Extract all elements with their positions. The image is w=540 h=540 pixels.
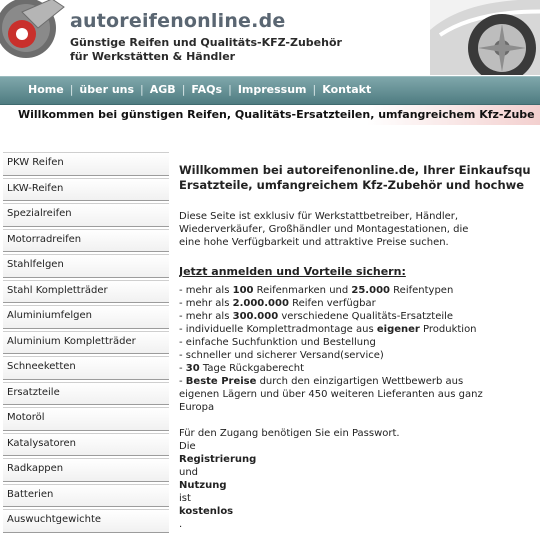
list-item: - mehr als 100 Reifenmarken und 25.000 Reifentypen (179, 285, 454, 296)
benefits-list (179, 284, 540, 414)
welcome-banner-text: Willkommen bei günstigen Reifen, Qualitäts-Ersatzteilen, umfangreichem Kfz-Zube (18, 108, 535, 121)
site-name[interactable]: autoreifenonline.de (70, 10, 286, 32)
registration-note: Die Registrierung und Nutzung ist kostenlos . (179, 441, 257, 530)
list-item-continued: eigenen Lägern und über 450 weiteren Lieferanten aus ganz (179, 389, 483, 400)
sidebar-item-stahl-komplettraeder[interactable] (3, 280, 169, 304)
intro-heading-line-1: Willkommen bei autoreifenonline.de, Ihrer Einkaufsqu (179, 163, 531, 177)
list-item: - mehr als 2.000.000 Reifen verfügbar (179, 298, 376, 309)
paragraph-line: eine hohe Verfügbarkeit und attraktive Preise suchen. (179, 237, 449, 248)
sidebar-item-label: Schneeketten (7, 361, 76, 372)
access-info (179, 427, 540, 531)
sidebar-item-motorradreifen[interactable] (3, 229, 169, 253)
sidebar-item-auswuchtgewichte[interactable] (3, 509, 169, 533)
nav-agb[interactable]: AGB (149, 83, 176, 96)
nav-separator: | (140, 83, 144, 96)
sidebar-item-pkw-reifen[interactable] (3, 152, 169, 176)
sidebar-item-label: Batterien (7, 488, 54, 500)
nav-faqs[interactable]: FAQs (191, 83, 223, 96)
welcome-banner (0, 105, 540, 125)
category-sidebar (3, 152, 169, 535)
site-header (0, 0, 540, 75)
nav-contact[interactable]: Kontakt (322, 83, 372, 96)
sidebar-item-aluminium-komplettraeder[interactable] (3, 331, 169, 355)
sidebar-item-label: Aluminium Kompletträder (7, 335, 136, 347)
sidebar-item-label: Ersatzteile (7, 386, 60, 398)
list-item: - schneller und sicherer Versand(service) (179, 350, 384, 361)
list-item: - einfache Suchfunktion und Bestellung (179, 337, 376, 348)
sidebar-item-aluminiumfelgen[interactable] (3, 305, 169, 329)
list-item: - mehr als 300.000 verschiedene Qualitäts-Ersatzteile (179, 311, 454, 322)
main-content (179, 163, 540, 531)
sidebar-item-label: PKW Reifen (7, 157, 64, 168)
list-item: - 30 Tage Rückgaberecht (179, 363, 305, 374)
intro-heading-line-2: Ersatzteile, umfangreichem Kfz-Zubehör und hochwe (179, 178, 525, 192)
nav-home[interactable]: Home (28, 83, 64, 96)
list-item: - individuelle Komplettradmontage aus eigener Produktion (179, 324, 477, 335)
main-navigation (0, 76, 540, 105)
nav-impressum[interactable]: Impressum (237, 83, 307, 96)
nav-separator: | (228, 83, 232, 96)
password-note: Für den Zugang benötigen Sie ein Passwort. (179, 428, 400, 439)
sidebar-item-katalysatoren[interactable] (3, 433, 169, 457)
registration-link[interactable]: Registrierung (179, 454, 257, 465)
nav-separator: | (181, 83, 186, 96)
sidebar-item-lkw-reifen[interactable] (3, 178, 169, 202)
sidebar-item-label: Aluminiumfelgen (7, 310, 92, 321)
sidebar-item-label: LKW-Reifen (7, 182, 64, 194)
sidebar-item-label: Stahlfelgen (7, 259, 64, 270)
tagline-line-1: Günstige Reifen und Qualitäts-KFZ-Zubehör (70, 36, 342, 49)
benefits-heading: Jetzt anmelden und Vorteile sichern: (179, 265, 406, 278)
intro-paragraph (179, 210, 540, 249)
sidebar-item-label: Stahl Kompletträder (7, 284, 108, 296)
sidebar-item-label: Motoröl (7, 412, 45, 423)
sidebar-item-spezialreifen[interactable] (3, 203, 169, 227)
paragraph-line: Diese Seite ist exklusiv für Werkstattbetreiber, Händler, (179, 211, 459, 222)
paragraph-line: Wiederverkäufer, Großhändler und Montagestationen, die (179, 224, 469, 235)
nav-separator: | (69, 83, 74, 96)
sidebar-item-label: Spezialreifen (7, 208, 72, 219)
sidebar-item-stahlfelgen[interactable] (3, 254, 169, 278)
nav-about[interactable]: über uns (79, 83, 135, 96)
intro-heading (179, 163, 540, 193)
sidebar-item-motoroel[interactable] (3, 407, 169, 431)
wrench-icon (0, 0, 68, 64)
sidebar-item-label: Radkappen (7, 463, 64, 474)
sidebar-item-label: Katalysatoren (7, 437, 77, 449)
tagline-line-2: für Werkstätten & Händler (70, 50, 236, 63)
list-item-continued: Europa (179, 402, 215, 413)
sidebar-item-batterien[interactable] (3, 484, 169, 508)
sidebar-item-schneeketten[interactable] (3, 356, 169, 380)
nav-separator: | (312, 83, 317, 96)
sidebar-item-label: Motorradreifen (7, 233, 82, 245)
sidebar-item-radkappen[interactable] (3, 458, 169, 482)
sidebar-item-label: Auswuchtgewichte (7, 514, 102, 525)
site-tagline (70, 36, 342, 64)
car-wheel-image (430, 0, 540, 75)
list-item: - Beste Preise durch den einzigartigen Wettbewerb aus (179, 376, 464, 387)
sidebar-item-ersatzteile[interactable] (3, 382, 169, 406)
